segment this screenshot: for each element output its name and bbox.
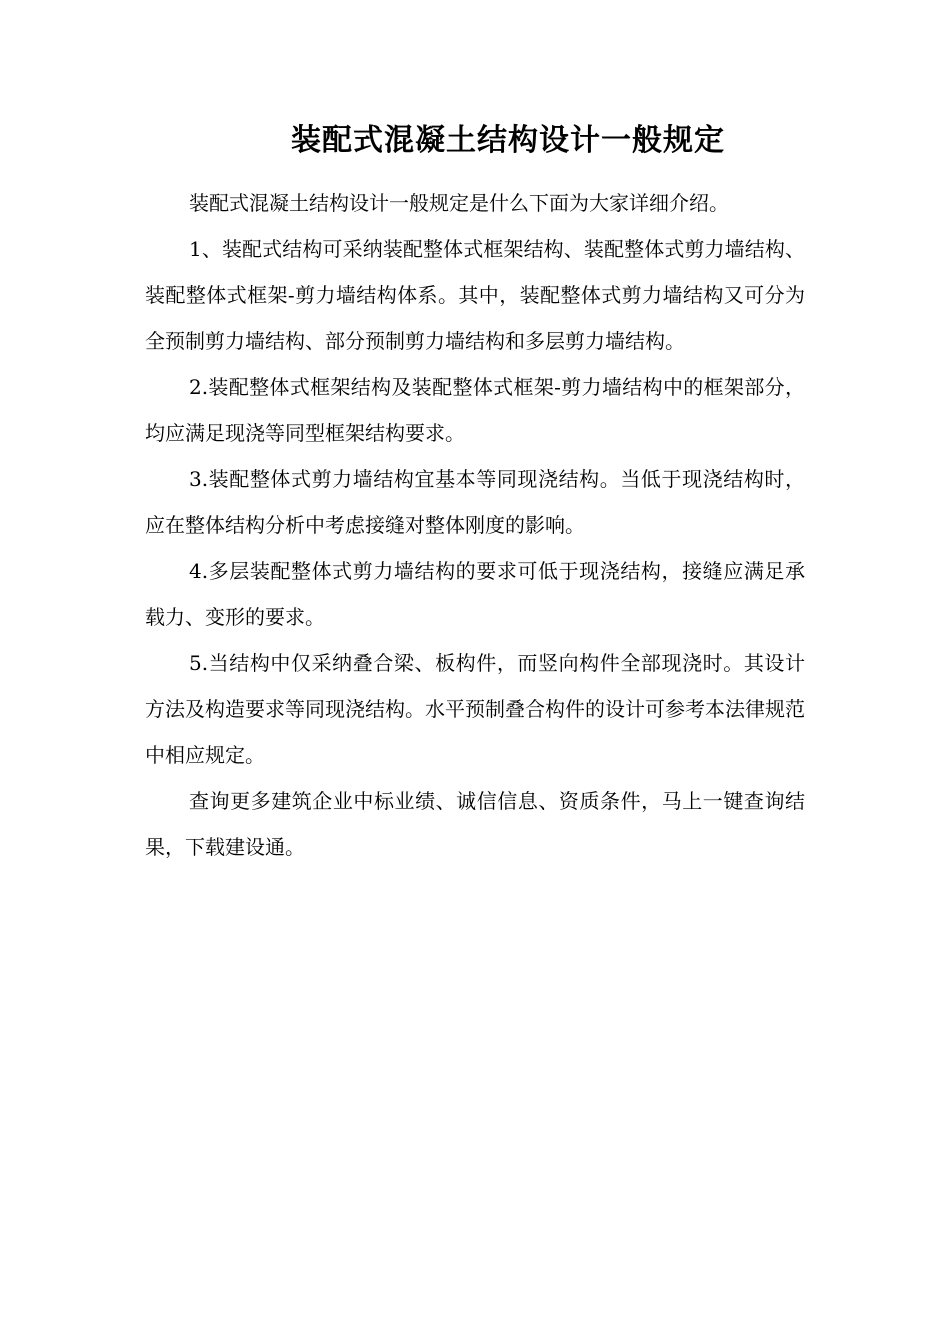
- page-title: 装配式混凝土结构设计一般规定: [291, 123, 725, 158]
- paragraph-item-5: 5.当结构中仅采纳叠合梁、板构件，而竖向构件全部现浇时。其设计方法及构造要求等同现浇结构。水平预制叠合构件的设计可参考本法律规范中相应规定。: [145, 651, 805, 767]
- paragraph-item-2: 2.装配整体式框架结构及装配整体式框架-剪力墙结构中的框架部分，均应满足现浇等同型框架结构要求。: [145, 375, 805, 445]
- document-body: [145, 180, 805, 870]
- paragraph-item-1: 1、装配式结构可采纳装配整体式框架结构、装配整体式剪力墙结构、装配整体式框架-剪力墙结构体系。其中，装配整体式剪力墙结构又可分为全预制剪力墙结构、部分预制剪力墙结构和多层剪力墙结构。: [145, 237, 805, 353]
- paragraph-item-4: 4.多层装配整体式剪力墙结构的要求可低于现浇结构，接缝应满足承载力、变形的要求。: [145, 559, 805, 629]
- paragraph-closing: 查询更多建筑企业中标业绩、诚信信息、资质条件，马上一键查询结果，下载建设通。: [145, 789, 805, 859]
- paragraph-item-3: 3.装配整体式剪力墙结构宜基本等同现浇结构。当低于现浇结构时，应在整体结构分析中考虑接缝对整体刚度的影响。: [145, 467, 805, 537]
- paragraph-intro: 装配式混凝土结构设计一般规定是什么下面为大家详细介绍。: [189, 191, 729, 215]
